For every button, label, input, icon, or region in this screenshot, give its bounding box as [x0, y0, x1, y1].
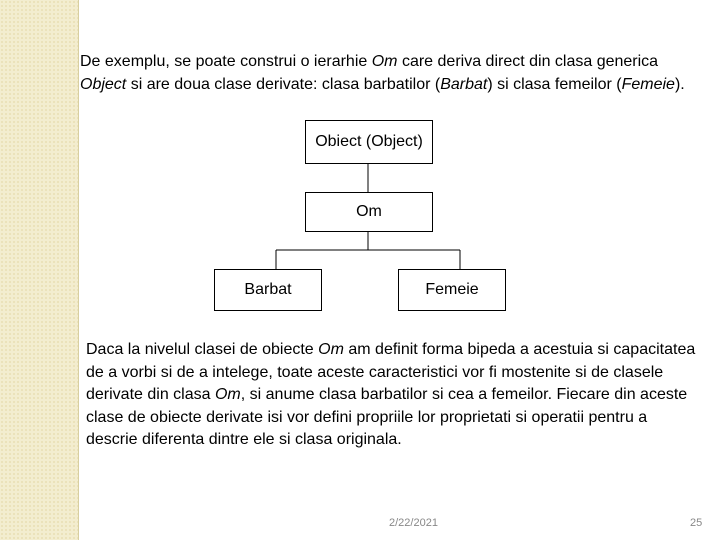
- intro-text-2: care deriva direct din clasa generica: [397, 53, 659, 70]
- body-text-1: Daca la nivelul clasei de obiecte: [86, 341, 319, 358]
- slide-page-number: 25: [690, 517, 703, 529]
- intro-paragraph: [80, 50, 700, 96]
- node-barbat-label: Barbat: [244, 281, 292, 298]
- intro-term-om: Om: [371, 53, 398, 70]
- node-object-label: Obiect (Object): [315, 133, 423, 150]
- intro-term-object: Object: [80, 76, 127, 93]
- node-femeie-label: Femeie: [425, 281, 479, 298]
- intro-text-1: De exemplu, se poate construi o ierarhie: [80, 53, 372, 70]
- node-barbat: [214, 269, 322, 311]
- body-term-om-2: Om: [214, 386, 241, 403]
- intro-text-5: ).: [674, 76, 685, 93]
- node-femeie: [398, 269, 506, 311]
- intro-term-femeie: Femeie: [621, 76, 675, 93]
- decorative-side-band: [0, 0, 78, 540]
- body-text-3: , si anume clasa barbatilor si cea a femeilor. Fiecare din aceste clase de obiecte derivate isi vor defini propriile lor proprietati si operatii pentru a descrie diferenta dintre ele si clasa originala.: [86, 386, 688, 448]
- slide-date: 2/22/2021: [389, 517, 438, 529]
- body-paragraph: [86, 339, 700, 452]
- body-text-2: am definit forma bipeda a acestuia si capacitatea de a vorbi si de a intelege, toate aceste caracteristici vor fi mostenite si de clasele derivate din clasa: [86, 341, 696, 403]
- body-term-om-1: Om: [318, 341, 344, 358]
- node-om: [305, 192, 433, 232]
- node-object: [305, 120, 433, 164]
- intro-term-barbat: Barbat: [440, 76, 488, 93]
- intro-text-3: si are doua clase derivate: clasa barbatilor (: [126, 76, 441, 93]
- intro-text-4: ) si clasa femeilor (: [487, 76, 622, 93]
- node-om-label: Om: [356, 203, 382, 220]
- side-band-border: [78, 0, 79, 540]
